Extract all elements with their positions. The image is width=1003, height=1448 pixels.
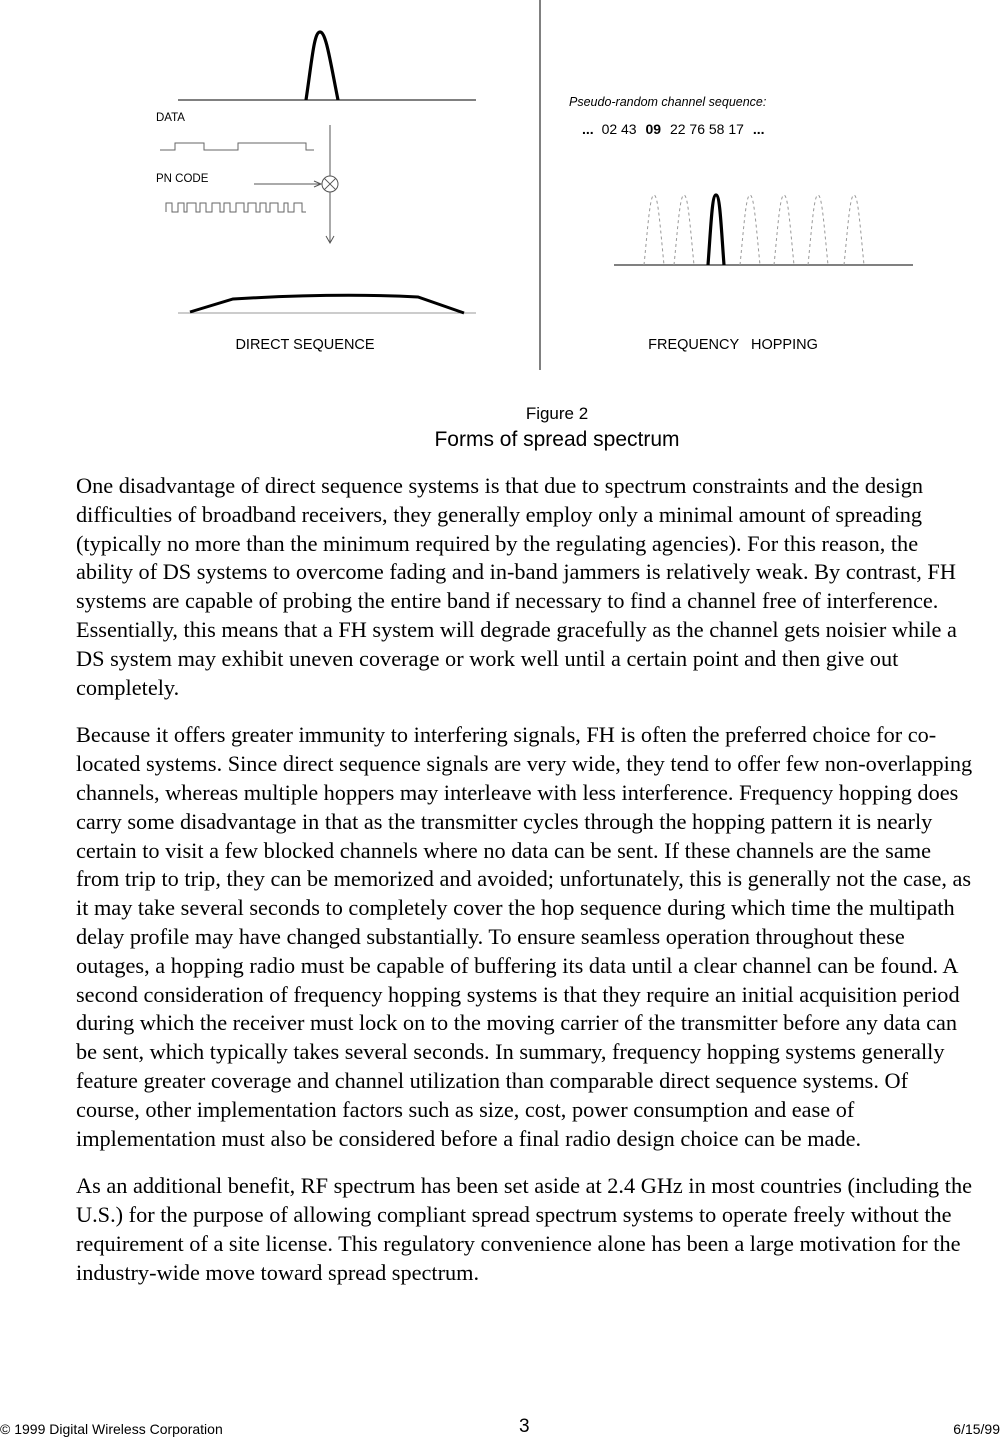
pn-code-waveform (166, 203, 306, 212)
idle-channel-3 (740, 195, 760, 265)
idle-channel-6 (844, 195, 864, 265)
footer-date: 6/15/99 (953, 1421, 1000, 1437)
idle-channel-4 (774, 195, 794, 265)
sequence-before: 02 43 (601, 121, 637, 137)
active-channel-pulse (708, 195, 724, 265)
figure-caption: Forms of spread spectrum (434, 428, 680, 451)
spread-spectrum-figure (0, 0, 1003, 380)
idle-channel-2 (674, 195, 694, 265)
sequence-active-channel: 09 (645, 121, 662, 137)
paragraph-3: As an additional benefit, RF spectrum has been set aside at 2.4 GHz in most countries (including the U.S.) for the purpose of allowing compliant spread spectrum systems to operate freely without the requirement of a site license. This regulatory convenience alone has been a large motivation for the industry-wide move toward spread spectrum. (76, 1173, 973, 1285)
page-number: 3 (519, 1416, 530, 1437)
frequency-hopping-diagram (569, 95, 913, 353)
narrowband-pulse (306, 32, 338, 100)
channel-sequence-label: Pseudo-random channel sequence: (569, 95, 767, 109)
spread-spectrum-shape (190, 295, 464, 313)
footer-copyright: © 1999 Digital Wireless Corporation (0, 1421, 223, 1437)
channel-sequence (582, 121, 765, 137)
pn-code-label: PN CODE (156, 173, 209, 185)
figure-number: Figure 2 (525, 404, 589, 423)
data-waveform (160, 143, 314, 150)
direct-sequence-diagram (156, 32, 476, 353)
body-text (76, 472, 976, 1307)
paragraph-2: Because it offers greater immunity to interfering signals, FH is often the preferred choice for co-located systems. Since direct sequence signals are very wide, they tend to offer few non-overlapping channels, whereas multiple hoppers may interleave with less interference. Frequency hopping does carry some disadvantage in that as the transmitter cycles through the hopping pattern it is nearly certain to visit a few blocked channels where no data can be sent. If these channels are the same from trip to trip, they can be memorized and avoided; unfortunately, this is generally not the case, as it may take several seconds to completely cover the hop sequence during which time the multipath delay profile may have changed substantially. To ensure seamless operation throughout these outages, a hopping radio must be capable of buffering its data until a clear channel can be found. A second consideration of frequency hopping systems is that they require an initial acquisition period during which the receiver must lock on to the moving carrier of the transmitter before any data can be sent, which typically takes several seconds. In summary, frequency hopping systems generally feature greater coverage and channel utilization than comparable direct sequence systems. Of course, other implementation factors such as size, cost, power consumption and ease of implementation must also be considered before a final radio design choice can be made. (76, 722, 973, 1151)
direct-sequence-title: DIRECT SEQUENCE (235, 337, 375, 353)
idle-channel-5 (808, 195, 828, 265)
sequence-after: 22 76 58 17 (669, 121, 744, 137)
paragraph-1: One disadvantage of direct sequence systems is that due to spectrum constraints and the design difficulties of broadband receivers, they generally employ only a minimal amount of spreading (typically no more than the minimum required by the regulating agencies). For this reason, the ability of DS systems to overcome fading and in-band jammers is relatively weak. By contrast, FH systems are capable of probing the entire band if necessary to find a channel free of interference. Essentially, this means that a FH system will degrade gracefully as the channel gets noisier while a DS system may exhibit uneven coverage or work well until a certain point and then give out completely. (76, 473, 957, 700)
sequence-prefix: ... (582, 121, 594, 137)
idle-channel-1 (644, 195, 664, 265)
sequence-suffix: ... (752, 121, 765, 137)
frequency-hopping-title: FREQUENCY HOPPING (648, 337, 818, 353)
data-label: DATA (156, 112, 185, 124)
